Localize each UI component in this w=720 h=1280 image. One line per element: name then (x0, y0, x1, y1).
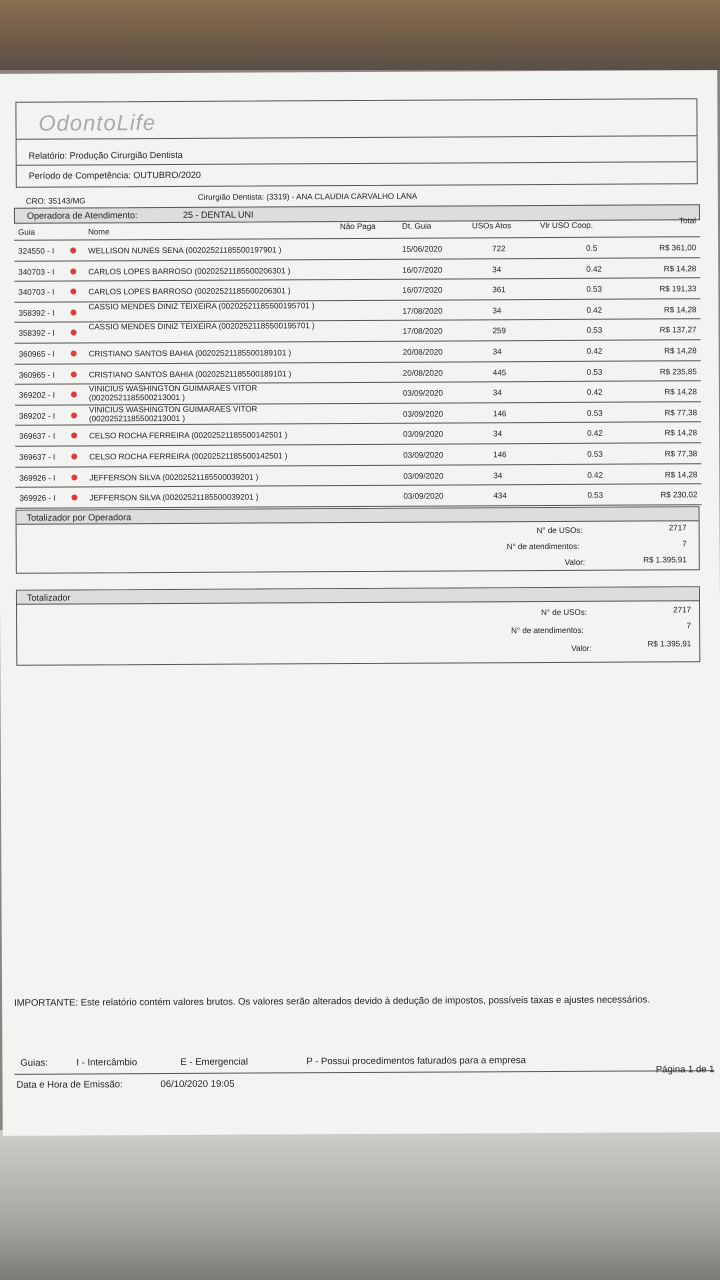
atend-label: N° de atendimentos: (506, 541, 580, 552)
valor-value: R$ 1.395,91 (647, 639, 692, 649)
cell-dt-guia: 03/09/2020 (403, 491, 444, 501)
red-mark-icon (71, 453, 77, 459)
cell-guia: 358392 - I (18, 308, 55, 318)
cell-dt-guia: 20/08/2020 (402, 368, 443, 378)
report-page (0, 70, 720, 1136)
cell-nome: JEFFERSON SILVA (00202521185500039201 ) (89, 492, 259, 503)
cell-total: R$ 191,33 (659, 284, 697, 294)
cell-nome: CRISTIANO SANTOS BAHIA (00202521185500189101 ) (88, 348, 292, 359)
cell-guia: 369202 - I (18, 390, 55, 400)
red-mark-icon (70, 247, 76, 253)
cell-total: R$ 14,28 (663, 263, 697, 273)
emission-info (14, 1064, 715, 1091)
atend-value: 7 (686, 621, 692, 631)
cell-total: R$ 14,28 (663, 305, 697, 315)
red-mark-icon (71, 371, 77, 377)
cell-total: R$ 137,27 (659, 325, 697, 335)
cell-guia: 358392 - I (18, 328, 55, 339)
cell-usos: 259 (492, 326, 506, 336)
atend-label: N° de atendimentos: (511, 625, 584, 636)
cell-vlr-uso: 0.42 (586, 387, 603, 397)
cell-vlr-uso: 0.42 (587, 429, 603, 439)
cell-usos: 361 (492, 285, 506, 295)
red-mark-icon (70, 309, 76, 315)
cell-dt-guia: 17/08/2020 (402, 306, 443, 316)
cell-usos: 34 (493, 470, 503, 480)
valor-value: R$ 1.395,91 (643, 555, 687, 565)
cell-usos: 34 (492, 347, 502, 357)
cell-total: R$ 14,28 (664, 346, 697, 356)
cell-guia: 340703 - I (18, 267, 55, 277)
usos-value: 2717 (673, 605, 692, 615)
cell-dt-guia: 03/09/2020 (403, 429, 444, 440)
dentist: Cirurgião Dentista: (3319) - ANA CLAUDIA CARVALHO LANA (197, 191, 418, 202)
operator-totals-title: Totalizador por Operadora (17, 507, 699, 525)
cell-guia: 360965 - I (18, 349, 55, 359)
page-number: Página 1 de 1 (655, 1064, 715, 1076)
important-notice: IMPORTANTE: Este relatório contém valores brutos. Os valores serão alterados devido à dedução de impostos, possíveis taxas e ajustes necessários. (14, 994, 651, 1009)
guide-e: E - Emergencial (180, 1056, 249, 1068)
cell-usos: 146 (493, 450, 507, 460)
col-guia: Guia (18, 227, 35, 237)
cell-usos: 146 (492, 408, 507, 419)
cell-dt-guia: 17/08/2020 (402, 326, 443, 337)
guide-p: P - Possui procedimentos faturados para a empresa (306, 1055, 526, 1068)
table-row (15, 484, 701, 508)
red-mark-icon (70, 268, 76, 274)
cell-dt-guia: 16/07/2020 (402, 285, 443, 295)
cell-nome: VINICIUS WASHINGTON GUIMARAES VITOR (00202521185500213001 ) (88, 404, 258, 424)
red-mark-icon (71, 412, 77, 418)
cell-dt-guia: 03/09/2020 (403, 450, 444, 460)
cell-nome: JEFFERSON SILVA (00202521185500039201 ) (89, 472, 259, 482)
cell-guia: 340703 - I (18, 287, 55, 297)
red-mark-icon (71, 330, 77, 336)
usos-value: 2717 (668, 523, 687, 533)
competence-period: Período de Competência: OUTUBRO/2020 (28, 169, 201, 181)
cell-total: R$ 14,28 (664, 469, 698, 479)
cell-guia: 369926 - I (19, 493, 56, 503)
cell-vlr-uso: 0.5 (586, 243, 598, 253)
cell-usos: 34 (492, 388, 502, 398)
operator-name: 25 - DENTAL UNI (182, 209, 254, 220)
cell-vlr-uso: 0.42 (586, 305, 603, 315)
red-mark-icon (71, 474, 77, 480)
cell-usos: 34 (492, 264, 502, 274)
valor-label: Valor: (564, 557, 586, 567)
cell-usos: 434 (493, 491, 507, 501)
usos-label: N° de USOs: (541, 607, 587, 618)
guides-legend (14, 1054, 714, 1075)
cell-dt-guia: 16/07/2020 (402, 265, 443, 275)
cell-nome: CASSIO MENDES DINIZ TEIXEIRA (00202521185500195701 ) (88, 321, 315, 332)
cell-dt-guia: 03/09/2020 (402, 409, 444, 419)
cell-dt-guia: 03/09/2020 (403, 471, 444, 481)
red-mark-icon (70, 289, 76, 295)
cell-guia: 369926 - I (19, 473, 56, 483)
emission-label: Data e Hora de Emissão: (16, 1079, 123, 1091)
operator-totals (16, 506, 700, 574)
cell-total: R$ 77,38 (664, 449, 698, 459)
cell-nome: CRISTIANO SANTOS BAHIA (00202521185500189101 ) (88, 368, 292, 379)
cro: CRO: 35143/MG (25, 196, 86, 206)
cell-vlr-uso: 0.53 (587, 490, 604, 500)
cell-vlr-uso: 0.53 (586, 284, 602, 294)
red-mark-icon (71, 392, 77, 398)
cell-vlr-uso: 0.53 (587, 449, 603, 459)
cell-dt-guia: 15/06/2020 (402, 244, 443, 254)
cell-vlr-uso: 0.53 (586, 408, 603, 418)
operator-label: Operadora de Atendimento: (26, 210, 138, 221)
col-nome: Nome (88, 227, 110, 237)
cell-total: R$ 77,38 (664, 407, 698, 418)
col-usos: USOs Atos (472, 221, 512, 231)
report-header (15, 98, 697, 188)
cell-guia: 369637 - I (19, 431, 56, 442)
emission-datetime: 06/10/2020 19:05 (160, 1078, 235, 1091)
cell-usos: 445 (492, 367, 507, 377)
red-mark-icon (71, 433, 77, 439)
production-table (14, 190, 702, 508)
cell-nome: CARLOS LOPES BARROSO (00202521185500206301 ) (88, 265, 291, 277)
cell-nome: CELSO ROCHA FERREIRA (00202521185500142501 ) (89, 451, 288, 462)
cell-nome: WELLISON NUNES SENA (00202521185500197901 ) (88, 245, 282, 256)
atend-value: 7 (682, 539, 687, 549)
guide-i: I - Intercâmbio (76, 1057, 138, 1069)
col-vlr-uso: Vlr USO Coop. (540, 220, 593, 231)
valor-label: Valor: (571, 643, 592, 653)
red-mark-icon (71, 495, 77, 501)
report-type: Relatório: Produção Cirurgião Dentista (28, 149, 183, 161)
col-total: Total (679, 216, 697, 226)
cardboard-background (0, 0, 720, 70)
odontolife-logo: OdontoLife (38, 110, 157, 136)
cell-total: R$ 14,28 (664, 387, 697, 397)
cell-vlr-uso: 0.53 (586, 326, 603, 336)
cell-total: R$ 230,02 (660, 490, 698, 500)
cell-guia: 369637 - I (19, 452, 56, 462)
general-totals (16, 586, 700, 666)
cell-total: R$ 361,00 (659, 243, 697, 253)
guides-label: Guias: (20, 1057, 48, 1069)
cell-nome: CASSIO MENDES DINIZ TEIXEIRA (00202521185500195701 ) (88, 301, 315, 312)
cell-guia: 360965 - I (18, 370, 55, 380)
cell-nome: CARLOS LOPES BARROSO (00202521185500206301 ) (88, 286, 291, 297)
cell-dt-guia: 03/09/2020 (402, 388, 443, 398)
cell-vlr-uso: 0.42 (587, 470, 603, 480)
cell-vlr-uso: 0.42 (586, 264, 602, 274)
cell-usos: 722 (492, 244, 506, 254)
cell-nome: CELSO ROCHA FERREIRA (00202521185500142501 ) (89, 430, 288, 441)
cell-vlr-uso: 0.42 (586, 346, 603, 356)
general-totals-title: Totalizador (17, 587, 699, 605)
cell-dt-guia: 20/08/2020 (402, 347, 443, 357)
cell-nome: VINICIUS WASHINGTON GUIMARAES VITOR (00202521185500213001 ) (88, 383, 258, 403)
cell-guia: 324550 - I (18, 246, 55, 256)
cell-usos: 34 (493, 429, 503, 439)
col-nao-paga: Não Paga (340, 221, 376, 232)
cell-usos: 34 (492, 306, 502, 316)
red-mark-icon (71, 350, 77, 356)
cell-vlr-uso: 0.53 (586, 367, 603, 377)
usos-label: N° de USOs: (536, 525, 583, 536)
fabric-background (0, 1130, 720, 1280)
cell-total: R$ 235,85 (659, 366, 697, 376)
cell-total: R$ 14,28 (664, 428, 698, 438)
col-dt-guia: Dt. Guia (402, 221, 432, 231)
cell-guia: 369202 - I (18, 411, 56, 421)
